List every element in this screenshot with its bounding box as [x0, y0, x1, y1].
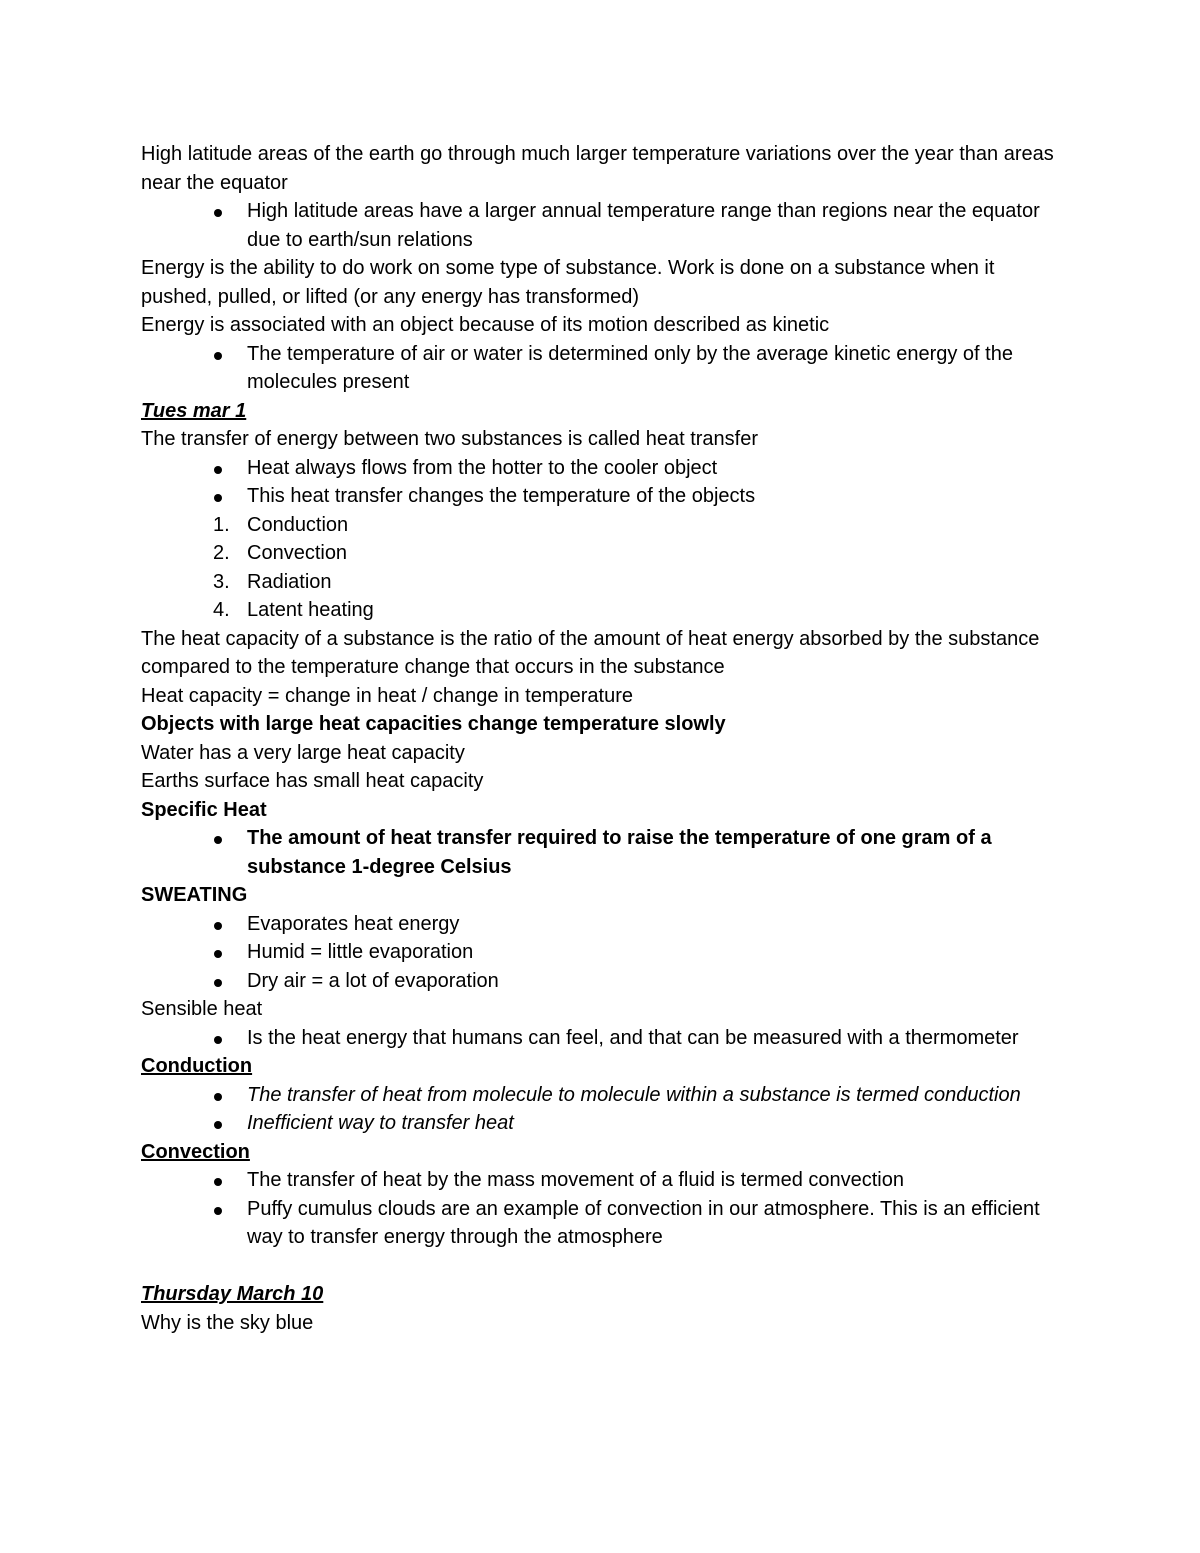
bullet-item — [141, 1081, 1061, 1110]
paragraph-heat-transfer: The transfer of energy between two substances is called heat transfer — [141, 428, 759, 450]
bullet-text: High latitude areas have a larger annual temperature range than regions near the equator due to earth/sun relations — [247, 200, 1040, 251]
bullet-item — [141, 938, 1061, 967]
paragraph-energy-definition: Energy is the ability to do work on some type of substance. Work is done on a substance when it pushed, pulled, or lifted (or any energy has transformed) — [141, 257, 995, 308]
paragraph-water: Water has a very large heat capacity — [141, 741, 465, 764]
item-text: Convection — [247, 542, 348, 564]
bullet-text: Evaporates heat energy — [247, 912, 460, 935]
item-text: Latent heating — [247, 599, 374, 621]
bullet-text: The temperature of air or water is determined only by the average kinetic energy of the molecules present — [247, 342, 1013, 393]
numbered-item — [141, 596, 1061, 625]
bullet-item — [141, 910, 1061, 939]
bullet-icon — [214, 979, 222, 987]
bullet-text: The transfer of heat from molecule to molecule within a substance is termed conduction — [247, 1083, 1021, 1106]
bullet-icon — [214, 1036, 222, 1044]
heading-tues-mar-1: Tues mar 1 — [141, 399, 247, 422]
bullet-icon — [214, 950, 222, 958]
bullet-icon — [214, 466, 222, 474]
paragraph-earth-surface: Earths surface has small heat capacity — [141, 770, 484, 792]
bullet-item — [141, 1166, 1061, 1195]
bullet-icon — [214, 1178, 222, 1186]
blank-line — [141, 1252, 1061, 1281]
bullet-text: Humid = little evaporation — [247, 941, 474, 963]
document-body — [141, 140, 1061, 1337]
heading-sweating: SWEATING — [141, 884, 248, 906]
item-number: 3. — [213, 570, 230, 593]
bullet-text: Heat always flows from the hotter to the cooler object — [247, 456, 718, 479]
bullet-text: The amount of heat transfer required to raise the temperature of one gram of a substance 1-degree Celsius — [247, 827, 992, 878]
bullet-item — [141, 340, 1061, 397]
item-number: 2. — [213, 542, 230, 564]
bullet-icon — [214, 352, 222, 360]
bullet-icon — [214, 1121, 222, 1129]
bullet-item — [141, 454, 1061, 483]
bullet-icon — [214, 836, 222, 844]
paragraph-heat-capacity: The heat capacity of a substance is the ratio of the amount of heat energy absorbed by the substance compared to the temperature change that occurs in the substance — [141, 627, 1040, 678]
paragraph-heat-capacity-formula: Heat capacity = change in heat / change in temperature — [141, 684, 633, 707]
bullet-text: Dry air = a lot of evaporation — [247, 969, 499, 992]
bullet-item — [141, 1195, 1061, 1252]
item-text: Radiation — [247, 570, 332, 593]
bullet-icon — [214, 1207, 222, 1215]
bullet-item — [141, 197, 1061, 254]
bullet-item — [141, 482, 1061, 511]
paragraph-sky-blue: Why is the sky blue — [141, 1311, 314, 1334]
bullet-item — [141, 1024, 1061, 1053]
bullet-item — [141, 967, 1061, 996]
heading-convection: Convection — [141, 1140, 250, 1163]
numbered-item — [141, 539, 1061, 568]
bullet-icon — [214, 922, 222, 930]
bullet-item — [141, 824, 1061, 881]
bullet-icon — [214, 1093, 222, 1101]
paragraph-latitude: High latitude areas of the earth go through much larger temperature variations over the year than areas near the equator — [141, 143, 1054, 194]
bullet-text: This heat transfer changes the temperature of the objects — [247, 485, 756, 507]
bullet-text: Inefficient way to transfer heat — [247, 1112, 514, 1134]
heading-thursday-march-10: Thursday March 10 — [141, 1283, 324, 1305]
bullet-icon — [214, 209, 222, 217]
numbered-item — [141, 568, 1061, 597]
item-text: Conduction — [247, 513, 349, 536]
bullet-item — [141, 1109, 1061, 1138]
bullet-text: Is the heat energy that humans can feel, and that can be measured with a thermometer — [247, 1026, 1019, 1049]
heading-conduction: Conduction — [141, 1055, 253, 1077]
bullet-text: Puffy cumulus clouds are an example of convection in our atmosphere. This is an efficient way to transfer energy through the atmosphere — [247, 1197, 1040, 1248]
bullet-text: The transfer of heat by the mass movement of a fluid is termed convection — [247, 1169, 904, 1191]
numbered-item — [141, 511, 1061, 540]
paragraph-kinetic: Energy is associated with an object because of its motion described as kinetic — [141, 314, 830, 336]
paragraph-large-heat-capacity: Objects with large heat capacities change temperature slowly — [141, 713, 726, 735]
paragraph-sensible-heat: Sensible heat — [141, 998, 263, 1020]
heading-specific-heat: Specific Heat — [141, 798, 267, 821]
bullet-icon — [214, 494, 222, 502]
item-number: 1. — [213, 513, 230, 536]
item-number: 4. — [213, 599, 230, 621]
